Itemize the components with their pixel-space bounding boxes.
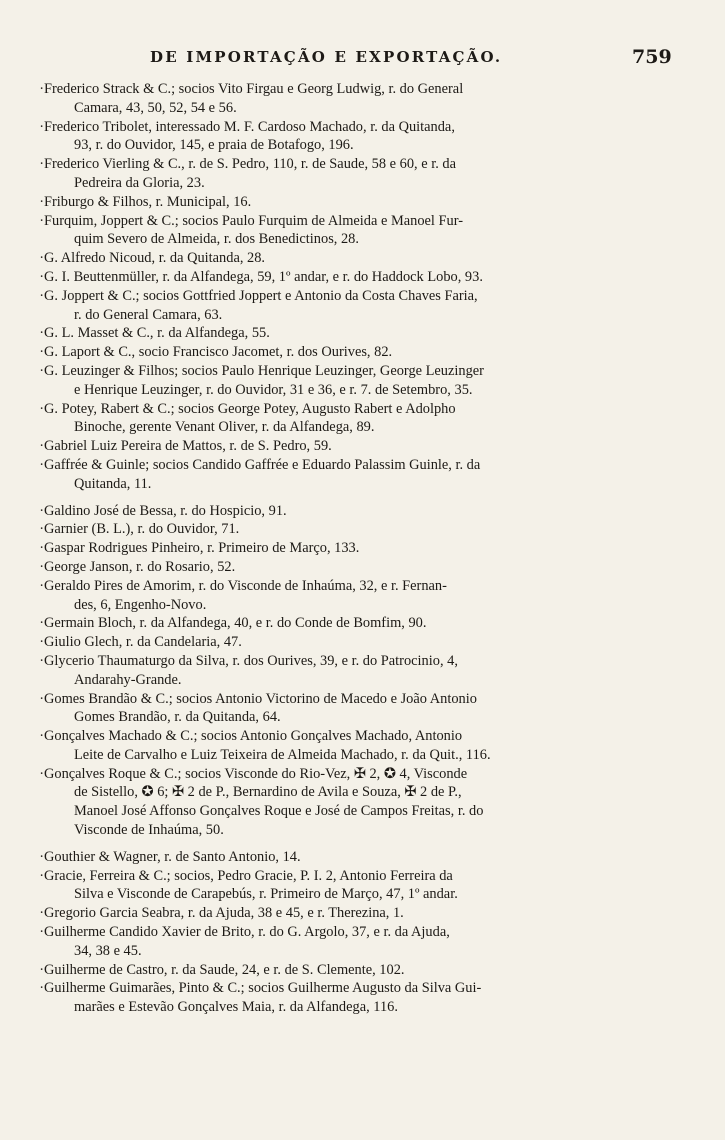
entry-line-first: Friburgo & Filhos, r. Municipal, 16. xyxy=(44,193,252,210)
entry-marker: · xyxy=(39,905,44,922)
entry-line-first: G. Potey, Rabert & C.; socios George Potey, Augusto Rabert e Adolpho xyxy=(44,400,456,417)
entry-line-continued: Visconde de Inhaúma, 50. xyxy=(74,822,224,839)
entry-line-first: G. Joppert & C.; socios Gottfried Joppert e Antonio da Costa Chaves Faria, xyxy=(44,287,478,304)
entry-line-first: G. L. Masset & C., r. da Alfandega, 55. xyxy=(44,325,270,342)
directory-entry xyxy=(32,727,670,765)
directory-entry xyxy=(32,923,670,961)
entry-marker: · xyxy=(39,81,44,97)
entry-line-first: G. Alfredo Nicoud, r. da Quitanda, 28. xyxy=(44,250,266,267)
entry-marker: · xyxy=(39,634,44,651)
entry-marker: · xyxy=(39,250,44,267)
entry-marker: · xyxy=(39,728,44,745)
entry-marker: · xyxy=(39,502,44,519)
directory-entry xyxy=(32,362,670,400)
directory-entry xyxy=(32,193,670,212)
entry-line-first: G. I. Beuttenmüller, r. da Alfandega, 59, 1º andar, e r. do Haddock Lobo, 93. xyxy=(44,268,483,285)
entry-line-continued: Manoel José Affonso Gonçalves Roque e José de Campos Freitas, r. do xyxy=(74,803,484,820)
directory-entry xyxy=(32,155,670,193)
entry-line-first: Giulio Glech, r. da Candelaria, 47. xyxy=(44,634,242,651)
entry-line-continued: r. do General Camara, 63. xyxy=(74,306,223,323)
entry-marker: · xyxy=(39,400,44,417)
entry-line-first: G. Laport & C., socio Francisco Jacomet, r. dos Ourives, 82. xyxy=(44,344,393,361)
entry-line-continued: marães e Estevão Gonçalves Maia, r. da Alfandega, 116. xyxy=(74,999,398,1016)
entry-marker: · xyxy=(39,325,44,342)
page-number: 759 xyxy=(632,46,672,68)
entry-line-continued: Andarahy-Grande. xyxy=(74,671,182,688)
entry-line-first: Gaspar Rodrigues Pinheiro, r. Primeiro de Março, 133. xyxy=(44,540,360,557)
entry-marker: · xyxy=(39,118,44,135)
entry-marker: · xyxy=(39,924,44,941)
directory-entry xyxy=(32,324,670,343)
directory-entry xyxy=(32,212,670,250)
entry-line-first: Gonçalves Roque & C.; socios Visconde do Rio-Vez, ✠ 2, ✪ 4, Visconde xyxy=(44,765,468,782)
entry-line-first: Gouthier & Wagner, r. de Santo Antonio, 14. xyxy=(44,848,301,865)
entry-marker: · xyxy=(39,558,44,575)
entry-line-continued: e Henrique Leuzinger, r. do Ouvidor, 31 e 36, e r. 7. de Setembro, 35. xyxy=(74,381,473,398)
entry-line-continued: des, 6, Engenho-Novo. xyxy=(74,596,207,613)
directory-entry xyxy=(32,614,670,633)
directory-entry xyxy=(32,848,670,867)
directory-entry xyxy=(32,558,670,577)
entry-line-first: Gaffrée & Guinle; socios Candido Gaffrée e Eduardo Palassim Guinle, r. da xyxy=(44,456,481,473)
entry-line-first: Gregorio Garcia Seabra, r. da Ajuda, 38 e 45, e r. Therezina, 1. xyxy=(44,905,404,922)
entry-marker: · xyxy=(39,193,44,210)
entry-line-first: Guilherme de Castro, r. da Saude, 24, e r. de S. Clemente, 102. xyxy=(44,961,405,978)
directory-entry xyxy=(32,287,670,325)
entry-marker: · xyxy=(39,652,44,669)
directory-entry xyxy=(32,400,670,438)
entry-line-first: Guilherme Guimarães, Pinto & C.; socios Guilherme Augusto da Silva Gui- xyxy=(44,980,482,997)
entry-line-first: Frederico Vierling & C., r. de S. Pedro, 110, r. de Saude, 58 e 60, e r. da xyxy=(44,156,456,173)
directory-entry xyxy=(32,118,670,156)
entry-line-continued: quim Severo de Almeida, r. dos Benedictinos, 28. xyxy=(74,231,359,248)
entry-line-continued: 34, 38 e 45. xyxy=(74,942,142,959)
entry-line-continued: Gomes Brandão, r. da Quitanda, 64. xyxy=(74,709,281,726)
entry-marker: · xyxy=(39,456,44,473)
entry-line-continued: Silva e Visconde de Carapebús, r. Primeiro de Março, 47, 1º andar. xyxy=(74,886,458,903)
directory-entry xyxy=(32,502,670,521)
entry-line-continued: Quitanda, 11. xyxy=(74,475,152,492)
entry-line-first: Germain Bloch, r. da Alfandega, 40, e r. do Conde de Bomfim, 90. xyxy=(44,615,427,632)
entry-line-continued: de Sistello, ✪ 6; ✠ 2 de P., Bernardino de Avila e Souza, ✠ 2 de P., xyxy=(74,784,462,801)
directory-entry xyxy=(32,904,670,923)
entry-marker: · xyxy=(39,344,44,361)
directory-entry xyxy=(32,765,670,840)
entry-line-continued: Leite de Carvalho e Luiz Teixeira de Almeida Machado, r. da Quit., 116. xyxy=(74,746,491,763)
directory-entry xyxy=(32,690,670,728)
directory-entry xyxy=(32,456,670,494)
entry-marker: · xyxy=(39,577,44,594)
entry-line-first: Gabriel Luiz Pereira de Mattos, r. de S. Pedro, 59. xyxy=(44,438,332,455)
directory-entry xyxy=(32,539,670,558)
entry-line-first: Frederico Tribolet, interessado M. F. Cardoso Machado, r. da Quitanda, xyxy=(44,118,455,135)
entry-line-first: George Janson, r. do Rosario, 52. xyxy=(44,558,236,575)
entry-line-first: Glycerio Thaumaturgo da Silva, r. dos Ourives, 39, e r. do Patrocinio, 4, xyxy=(44,652,458,669)
entry-line-first: Gonçalves Machado & C.; socios Antonio Gonçalves Machado, Antonio xyxy=(44,728,463,745)
entry-marker: · xyxy=(39,268,44,285)
directory-entry xyxy=(32,867,670,905)
entry-marker: · xyxy=(39,287,44,304)
entry-marker: · xyxy=(39,362,44,379)
entry-line-first: Garnier (B. L.), r. do Ouvidor, 71. xyxy=(44,521,240,538)
entry-line-continued: Binoche, gerente Venant Oliver, r. da Alfandega, 89. xyxy=(74,419,375,436)
entry-line-continued: Pedreira da Gloria, 23. xyxy=(74,174,205,191)
entry-marker: · xyxy=(39,156,44,173)
entry-marker: · xyxy=(39,961,44,978)
entry-marker: · xyxy=(39,540,44,557)
entry-line-continued: Camara, 43, 50, 52, 54 e 56. xyxy=(74,99,237,116)
entry-marker: · xyxy=(39,521,44,538)
entry-line-continued: 93, r. do Ouvidor, 145, e praia de Botafogo, 196. xyxy=(74,137,354,154)
entry-line-first: Frederico Strack & C.; socios Vito Firgau e Georg Ludwig, r. do General xyxy=(44,81,464,97)
directory-entry xyxy=(32,268,670,287)
directory-entry xyxy=(32,343,670,362)
directory-entry xyxy=(32,437,670,456)
entry-line-first: Geraldo Pires de Amorim, r. do Visconde de Inhaúma, 32, e r. Fernan- xyxy=(44,577,447,594)
directory-entry xyxy=(32,80,670,118)
running-head xyxy=(0,48,725,72)
entry-line-first: Gracie, Ferreira & C.; socios, Pedro Gracie, P. I. 2, Antonio Ferreira da xyxy=(44,867,453,884)
entry-marker: · xyxy=(39,212,44,229)
entry-line-first: Galdino José de Bessa, r. do Hospicio, 91. xyxy=(44,502,287,519)
page-title: DE IMPORTAÇÃO E EXPORTAÇÃO. xyxy=(150,48,503,66)
entry-marker: · xyxy=(39,690,44,707)
entry-marker: · xyxy=(39,867,44,884)
directory-entries xyxy=(32,80,670,1017)
directory-entry xyxy=(32,249,670,268)
entry-line-first: G. Leuzinger & Filhos; socios Paulo Henrique Leuzinger, George Leuzinger xyxy=(44,362,484,379)
directory-entry xyxy=(32,577,670,615)
directory-entry xyxy=(32,633,670,652)
entry-marker: · xyxy=(39,615,44,632)
entry-marker: · xyxy=(39,848,44,865)
directory-entry xyxy=(32,961,670,980)
directory-entry xyxy=(32,652,670,690)
entry-marker: · xyxy=(39,765,44,782)
directory-entry xyxy=(32,520,670,539)
entry-line-first: Furquim, Joppert & C.; socios Paulo Furquim de Almeida e Manoel Fur- xyxy=(44,212,464,229)
entry-marker: · xyxy=(39,980,44,997)
entry-marker: · xyxy=(39,438,44,455)
entry-line-first: Gomes Brandão & C.; socios Antonio Victorino de Macedo e João Antonio xyxy=(44,690,477,707)
directory-entry xyxy=(32,979,670,1017)
entry-line-first: Guilherme Candido Xavier de Brito, r. do G. Argolo, 37, e r. da Ajuda, xyxy=(44,924,450,941)
